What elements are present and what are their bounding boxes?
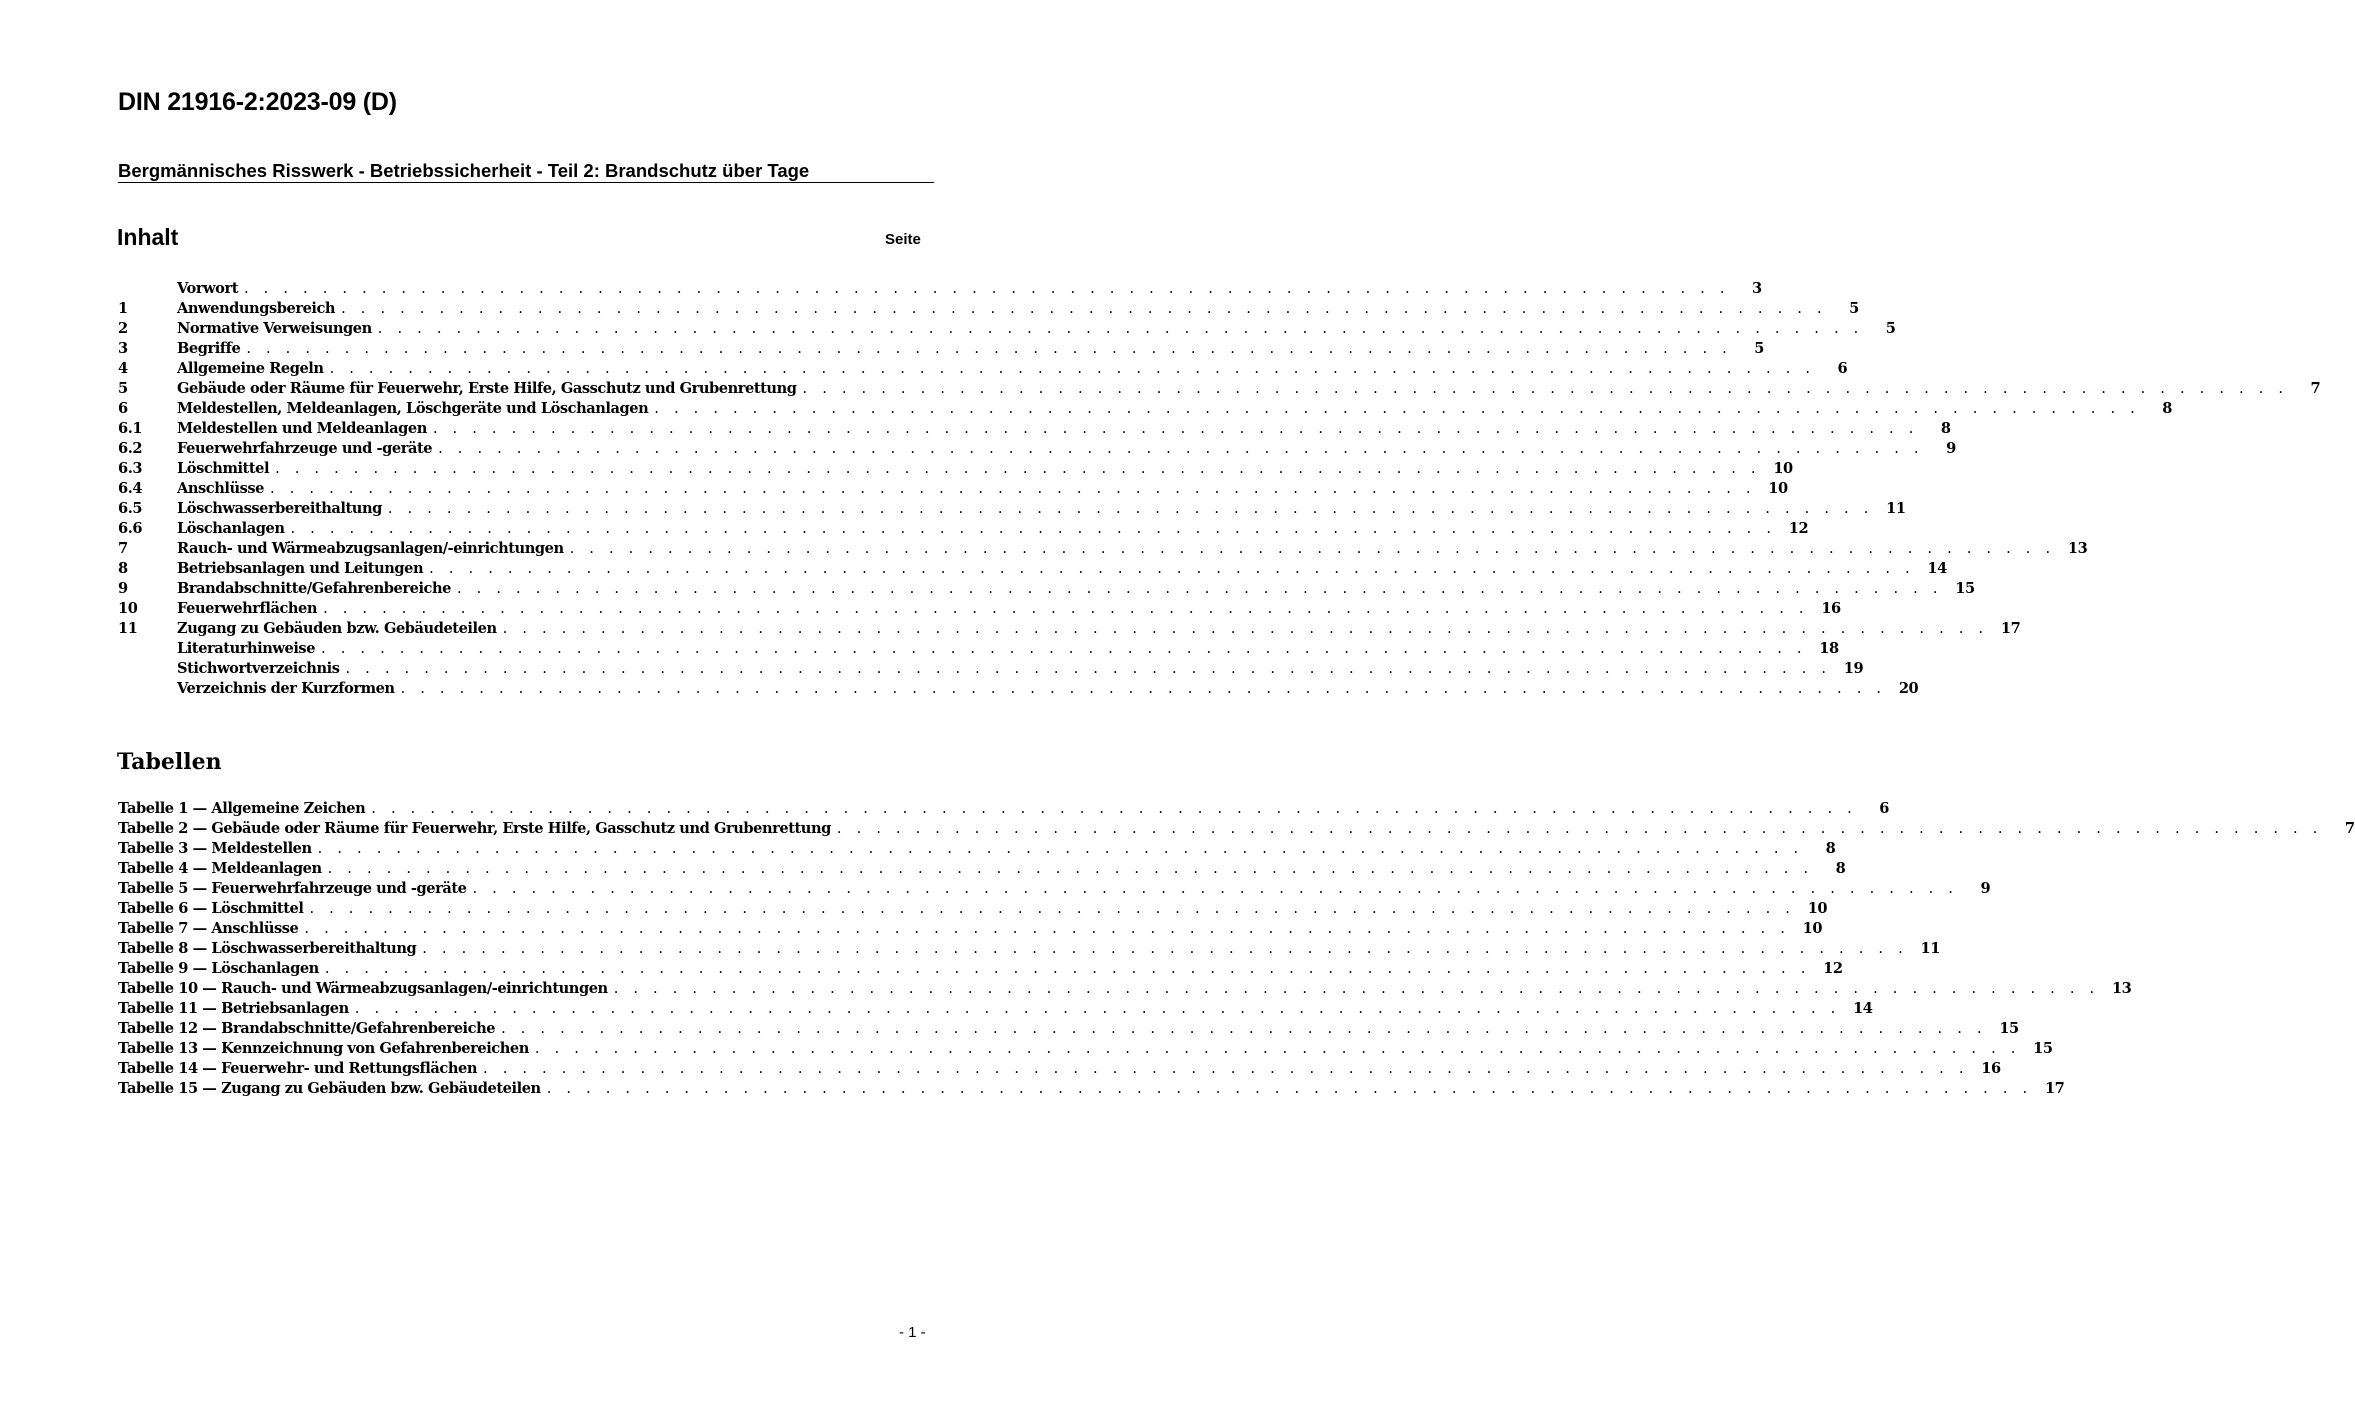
dot-leader: . . . . . . . . . . . . . . . . . . . . . . . . . . . . . . . . . . . . . . . . . . . . . . . . . . . . . . . . . . . . . . . . . . . . . . . . . . . . <box>569 540 2056 557</box>
page-ref: 20 <box>1898 680 1919 697</box>
dot-leader: . . . . . . . . . . . . . . . . . . . . . . . . . . . . . . . . . . . . . . . . . . . . . . . . . . . . . . . . . . . . . . . . . . . . . . . . . . . . <box>243 280 1730 297</box>
table-list-entry[interactable] <box>118 1059 2001 1079</box>
toc-entry[interactable] <box>118 679 1919 699</box>
page-ref: 10 <box>1773 460 1793 477</box>
page-ref: 11 <box>1886 500 1906 517</box>
entry-title: Vorwort <box>177 280 238 297</box>
page-ref: 16 <box>1821 600 1841 617</box>
table-list-entry[interactable] <box>118 839 1836 859</box>
entry-title: Rauch- und Wärmeabzugsanlagen/-einrichtungen <box>177 540 564 557</box>
entry-title: Anwendungsbereich <box>177 300 336 317</box>
entry-title: Verzeichnis der Kurzformen <box>177 680 395 697</box>
page-ref: 14 <box>1853 1000 1873 1017</box>
page-ref: 12 <box>1823 960 1843 977</box>
dot-leader: . . . . . . . . . . . . . . . . . . . . . . . . . . . . . . . . . . . . . . . . . . . . . . . . . . . . . . . . . . . . . . . . . . . . . . . . . . . . <box>456 580 1943 597</box>
toc-entry[interactable] <box>118 339 1764 359</box>
dot-leader: . . . . . . . . . . . . . . . . . . . . . . . . . . . . . . . . . . . . . . . . . . . . . . . . . . . . . . . . . . . . . . . . . . . . . . . . . . . . <box>377 320 1864 337</box>
toc-entry[interactable] <box>118 619 2021 639</box>
dot-leader: . . . . . . . . . . . . . . . . . . . . . . . . . . . . . . . . . . . . . . . . . . . . . . . . . . . . . . . . . . . . . . . . . . . . . . . . . . . . <box>836 820 2323 837</box>
dot-leader: . . . . . . . . . . . . . . . . . . . . . . . . . . . . . . . . . . . . . . . . . . . . . . . . . . . . . . . . . . . . . . . . . . . . . . . . . . . . <box>270 480 1756 497</box>
toc-entry[interactable] <box>118 399 2172 419</box>
entry-title: Betriebsanlagen und Leitungen <box>177 560 424 577</box>
toc-entry[interactable] <box>118 659 1864 679</box>
entry-title: Tabelle 5 — Feuerwehrfahrzeuge und -geräte <box>118 880 467 897</box>
entry-title: Tabelle 10 — Rauch- und Wärmeabzugsanlagen/-einrichtungen <box>118 980 608 997</box>
section-number: 5 <box>118 380 128 397</box>
dot-leader: . . . . . . . . . . . . . . . . . . . . . . . . . . . . . . . . . . . . . . . . . . . . . . . . . . . . . . . . . . . . . . . . . . . . . . . . . . . . <box>341 300 1827 317</box>
page-ref: 11 <box>1920 940 1940 957</box>
dot-leader: . . . . . . . . . . . . . . . . . . . . . . . . . . . . . . . . . . . . . . . . . . . . . . . . . . . . . . . . . . . . . . . . . . . . . . . . . . . . <box>309 900 1796 917</box>
toc-entry[interactable] <box>118 539 2088 559</box>
title-rule <box>118 182 934 183</box>
page-ref: 7 <box>2310 380 2321 397</box>
entry-title: Allgemeine Regeln <box>177 360 324 377</box>
section-number: 8 <box>118 560 128 577</box>
toc-entry[interactable] <box>118 639 1839 659</box>
entry-title: Feuerwehrflächen <box>177 600 318 617</box>
dot-leader: . . . . . . . . . . . . . . . . . . . . . . . . . . . . . . . . . . . . . . . . . . . . . . . . . . . . . . . . . . . . . . . . . . . . . . . . . . . . <box>317 840 1804 857</box>
section-number: 9 <box>118 580 128 597</box>
dot-leader: . . . . . . . . . . . . . . . . . . . . . . . . . . . . . . . . . . . . . . . . . . . . . . . . . . . . . . . . . . . . . . . . . . . . . . . . . . . . <box>802 380 2289 397</box>
entry-title: Tabelle 15 — Zugang zu Gebäuden bzw. Gebäudeteilen <box>118 1080 541 1097</box>
contents-heading: Inhalt <box>117 224 179 250</box>
section-number: 3 <box>118 340 128 357</box>
page-ref: 13 <box>2067 540 2088 557</box>
entry-title: Anschlüsse <box>177 480 265 497</box>
page-ref: 6 <box>1837 360 1848 377</box>
table-list-entry[interactable] <box>118 879 1991 899</box>
section-number: 6.2 <box>118 440 143 457</box>
page-ref: 15 <box>1955 580 1975 597</box>
section-number: 11 <box>118 620 138 637</box>
page-ref: 7 <box>2344 820 2355 837</box>
table-of-contents <box>118 279 2321 699</box>
dot-leader: . . . . . . . . . . . . . . . . . . . . . . . . . . . . . . . . . . . . . . . . . . . . . . . . . . . . . . . . . . . . . . . . . . . . . . . . . . . . <box>534 1040 2021 1057</box>
page-ref: 15 <box>2033 1040 2053 1057</box>
entry-title: Literaturhinweise <box>177 640 316 657</box>
dot-leader: . . . . . . . . . . . . . . . . . . . . . . . . . . . . . . . . . . . . . . . . . . . . . . . . . . . . . . . . . . . . . . . . . . . . . . . . . . . . <box>400 680 1887 697</box>
page-ref: 8 <box>1940 420 1951 437</box>
dot-leader: . . . . . . . . . . . . . . . . . . . . . . . . . . . . . . . . . . . . . . . . . . . . . . . . . . . . . . . . . . . . . . . . . . . . . . . . . . . . <box>275 460 1761 477</box>
toc-entry[interactable] <box>118 559 1947 579</box>
entry-title: Brandabschnitte/Gefahrenbereiche <box>177 580 451 597</box>
page-ref: 14 <box>1927 560 1947 577</box>
toc-entry[interactable] <box>118 419 1951 439</box>
page-ref: 12 <box>1788 520 1809 537</box>
dot-leader: . . . . . . . . . . . . . . . . . . . . . . . . . . . . . . . . . . . . . . . . . . . . . . . . . . . . . . . . . . . . . . . . . . . . . . . . . . . . <box>345 660 1832 677</box>
page-ref: 16 <box>1981 1060 2001 1077</box>
section-number: 6.5 <box>118 500 143 517</box>
document-title: Bergmännisches Risswerk - Betriebssicherheit - Teil 2: Brandschutz über Tage <box>118 160 810 181</box>
entry-title: Tabelle 4 — Meldeanlagen <box>118 860 322 877</box>
dot-leader: . . . . . . . . . . . . . . . . . . . . . . . . . . . . . . . . . . . . . . . . . . . . . . . . . . . . . . . . . . . . . . . . . . . . . . . . . . . . <box>654 400 2140 417</box>
page-ref: 19 <box>1843 660 1864 677</box>
page-ref: 10 <box>1807 900 1828 917</box>
dot-leader: . . . . . . . . . . . . . . . . . . . . . . . . . . . . . . . . . . . . . . . . . . . . . . . . . . . . . . . . . . . . . . . . . . . . . . . . . . . . <box>483 1060 1969 1077</box>
entry-title: Tabelle 12 — Brandabschnitte/Gefahrenbereiche <box>118 1020 496 1037</box>
toc-entry[interactable] <box>118 439 1956 459</box>
page-ref: 13 <box>2111 980 2132 997</box>
entry-title: Tabelle 11 — Betriebsanlagen <box>118 1000 349 1017</box>
dot-leader: . . . . . . . . . . . . . . . . . . . . . . . . . . . . . . . . . . . . . . . . . . . . . . . . . . . . . . . . . . . . . . . . . . . . . . . . . . . . <box>546 1080 2033 1097</box>
page-ref: 8 <box>2162 400 2172 417</box>
section-number: 6.1 <box>118 420 143 437</box>
page-number: - 1 - <box>899 1324 926 1341</box>
table-list-entry[interactable] <box>118 859 1846 879</box>
table-list-entry[interactable] <box>118 819 2355 839</box>
dot-leader: . . . . . . . . . . . . . . . . . . . . . . . . . . . . . . . . . . . . . . . . . . . . . . . . . . . . . . . . . . . . . . . . . . . . . . . . . . . . <box>387 500 1874 517</box>
table-list-entry[interactable] <box>118 979 2132 999</box>
page-ref: 3 <box>1751 280 1762 297</box>
toc-entry[interactable] <box>118 599 1841 619</box>
section-number: 4 <box>118 360 128 377</box>
toc-entry[interactable] <box>118 519 1809 539</box>
table-list-entry[interactable] <box>118 959 1843 979</box>
page-ref: 18 <box>1819 640 1839 657</box>
dot-leader: . . . . . . . . . . . . . . . . . . . . . . . . . . . . . . . . . . . . . . . . . . . . . . . . . . . . . . . . . . . . . . . . . . . . . . . . . . . . <box>329 360 1816 377</box>
table-list-entry[interactable] <box>118 919 1823 939</box>
entry-title: Stichwortverzeichnis <box>177 660 340 677</box>
section-number: 6.4 <box>118 480 143 497</box>
section-number: 2 <box>118 320 128 337</box>
dot-leader: . . . . . . . . . . . . . . . . . . . . . . . . . . . . . . . . . . . . . . . . . . . . . . . . . . . . . . . . . . . . . . . . . . . . . . . . . . . . <box>429 560 1915 577</box>
page-ref: 5 <box>1849 300 1859 317</box>
entry-title: Tabelle 9 — Löschanlagen <box>118 960 319 977</box>
entry-title: Löschwasserbereithaltung <box>177 500 382 517</box>
page-ref: 17 <box>2044 1080 2065 1097</box>
table-list-entry[interactable] <box>118 1079 2065 1099</box>
toc-entry[interactable] <box>118 379 2321 399</box>
page-ref: 5 <box>1885 320 1896 337</box>
entry-title: Tabelle 13 — Kennzeichnung von Gefahrenbereichen <box>118 1040 529 1057</box>
table-list-entry[interactable] <box>118 1019 2019 1039</box>
entry-title: Tabelle 3 — Meldestellen <box>118 840 312 857</box>
dot-leader: . . . . . . . . . . . . . . . . . . . . . . . . . . . . . . . . . . . . . . . . . . . . . . . . . . . . . . . . . . . . . . . . . . . . . . . . . . . . <box>324 960 1811 977</box>
dot-leader: . . . . . . . . . . . . . . . . . . . . . . . . . . . . . . . . . . . . . . . . . . . . . . . . . . . . . . . . . . . . . . . . . . . . . . . . . . . . <box>432 420 1919 437</box>
entry-title: Tabelle 8 — Löschwasserbereithaltung <box>118 940 417 957</box>
page-ref: 5 <box>1754 340 1764 357</box>
page-ref: 8 <box>1835 860 1846 877</box>
section-number: 6 <box>118 400 128 417</box>
page-ref: 6 <box>1879 800 1889 817</box>
dot-leader: . . . . . . . . . . . . . . . . . . . . . . . . . . . . . . . . . . . . . . . . . . . . . . . . . . . . . . . . . . . . . . . . . . . . . . . . . . . . <box>304 920 1791 937</box>
list-of-tables <box>118 799 2355 1099</box>
entry-title: Begriffe <box>177 340 241 357</box>
dot-leader: . . . . . . . . . . . . . . . . . . . . . . . . . . . . . . . . . . . . . . . . . . . . . . . . . . . . . . . . . . . . . . . . . . . . . . . . . . . . <box>502 620 1989 637</box>
section-number: 1 <box>118 300 128 317</box>
dot-leader: . . . . . . . . . . . . . . . . . . . . . . . . . . . . . . . . . . . . . . . . . . . . . . . . . . . . . . . . . . . . . . . . . . . . . . . . . . . . <box>438 440 1924 457</box>
dot-leader: . . . . . . . . . . . . . . . . . . . . . . . . . . . . . . . . . . . . . . . . . . . . . . . . . . . . . . . . . . . . . . . . . . . . . . . . . . . . <box>472 880 1959 897</box>
dot-leader: . . . . . . . . . . . . . . . . . . . . . . . . . . . . . . . . . . . . . . . . . . . . . . . . . . . . . . . . . . . . . . . . . . . . . . . . . . . . <box>327 860 1814 877</box>
toc-entry[interactable] <box>118 279 1762 299</box>
tables-heading: Tabellen <box>117 749 222 775</box>
entry-title: Gebäude oder Räume für Feuerwehr, Erste Hilfe, Gasschutz und Grubenrettung <box>177 380 797 397</box>
dot-leader: . . . . . . . . . . . . . . . . . . . . . . . . . . . . . . . . . . . . . . . . . . . . . . . . . . . . . . . . . . . . . . . . . . . . . . . . . . . . <box>501 1020 1987 1037</box>
dot-leader: . . . . . . . . . . . . . . . . . . . . . . . . . . . . . . . . . . . . . . . . . . . . . . . . . . . . . . . . . . . . . . . . . . . . . . . . . . . . <box>246 340 1732 357</box>
toc-entry[interactable] <box>118 319 1896 339</box>
toc-entry[interactable] <box>118 459 1793 479</box>
entry-title: Feuerwehrfahrzeuge und -geräte <box>177 440 433 457</box>
toc-entry[interactable] <box>118 479 1788 499</box>
page-ref: 8 <box>1825 840 1836 857</box>
page-ref: 15 <box>1999 1020 2019 1037</box>
toc-entry[interactable] <box>118 579 1975 599</box>
entry-title: Löschmittel <box>177 460 270 477</box>
entry-title: Meldestellen, Meldeanlagen, Löschgeräte und Löschanlagen <box>177 400 649 417</box>
entry-title: Normative Verweisungen <box>177 320 372 337</box>
page-ref: 9 <box>1980 880 1991 897</box>
entry-title: Tabelle 1 — Allgemeine Zeichen <box>118 800 366 817</box>
toc-entry[interactable] <box>118 359 1848 379</box>
section-number: 10 <box>118 600 138 617</box>
document-id: DIN 21916-2:2023-09 (D) <box>118 88 397 116</box>
table-list-entry[interactable] <box>118 899 1828 919</box>
dot-leader: . . . . . . . . . . . . . . . . . . . . . . . . . . . . . . . . . . . . . . . . . . . . . . . . . . . . . . . . . . . . . . . . . . . . . . . . . . . . <box>321 640 1807 657</box>
section-number: 6.3 <box>118 460 143 477</box>
table-list-entry[interactable] <box>118 1039 2053 1059</box>
dot-leader: . . . . . . . . . . . . . . . . . . . . . . . . . . . . . . . . . . . . . . . . . . . . . . . . . . . . . . . . . . . . . . . . . . . . . . . . . . . . <box>290 520 1777 537</box>
entry-title: Meldestellen und Meldeanlagen <box>177 420 427 437</box>
page-column-label: Seite <box>885 231 921 248</box>
toc-entry[interactable] <box>118 299 1859 319</box>
entry-title: Zugang zu Gebäuden bzw. Gebäudeteilen <box>177 620 497 637</box>
dot-leader: . . . . . . . . . . . . . . . . . . . . . . . . . . . . . . . . . . . . . . . . . . . . . . . . . . . . . . . . . . . . . . . . . . . . . . . . . . . . <box>371 800 1857 817</box>
table-list-entry[interactable] <box>118 999 1873 1019</box>
page-ref: 10 <box>1768 480 1788 497</box>
section-number: 7 <box>118 540 128 557</box>
section-number: 6.6 <box>118 520 143 537</box>
toc-entry[interactable] <box>118 499 1906 519</box>
entry-title: Tabelle 2 — Gebäude oder Räume für Feuerwehr, Erste Hilfe, Gasschutz und Grubenrettung <box>118 820 831 837</box>
dot-leader: . . . . . . . . . . . . . . . . . . . . . . . . . . . . . . . . . . . . . . . . . . . . . . . . . . . . . . . . . . . . . . . . . . . . . . . . . . . . <box>422 940 1908 957</box>
table-list-entry[interactable] <box>118 939 1940 959</box>
table-list-entry[interactable] <box>118 799 1889 819</box>
dot-leader: . . . . . . . . . . . . . . . . . . . . . . . . . . . . . . . . . . . . . . . . . . . . . . . . . . . . . . . . . . . . . . . . . . . . . . . . . . . . <box>323 600 1809 617</box>
entry-title: Löschanlagen <box>177 520 285 537</box>
dot-leader: . . . . . . . . . . . . . . . . . . . . . . . . . . . . . . . . . . . . . . . . . . . . . . . . . . . . . . . . . . . . . . . . . . . . . . . . . . . . <box>613 980 2100 997</box>
entry-title: Tabelle 7 — Anschlüsse <box>118 920 299 937</box>
entry-title: Tabelle 6 — Löschmittel <box>118 900 304 917</box>
entry-title: Tabelle 14 — Feuerwehr- und Rettungsflächen <box>118 1060 478 1077</box>
page-ref: 17 <box>2000 620 2021 637</box>
page-ref: 10 <box>1802 920 1823 937</box>
page-ref: 9 <box>1946 440 1956 457</box>
dot-leader: . . . . . . . . . . . . . . . . . . . . . . . . . . . . . . . . . . . . . . . . . . . . . . . . . . . . . . . . . . . . . . . . . . . . . . . . . . . . <box>354 1000 1841 1017</box>
